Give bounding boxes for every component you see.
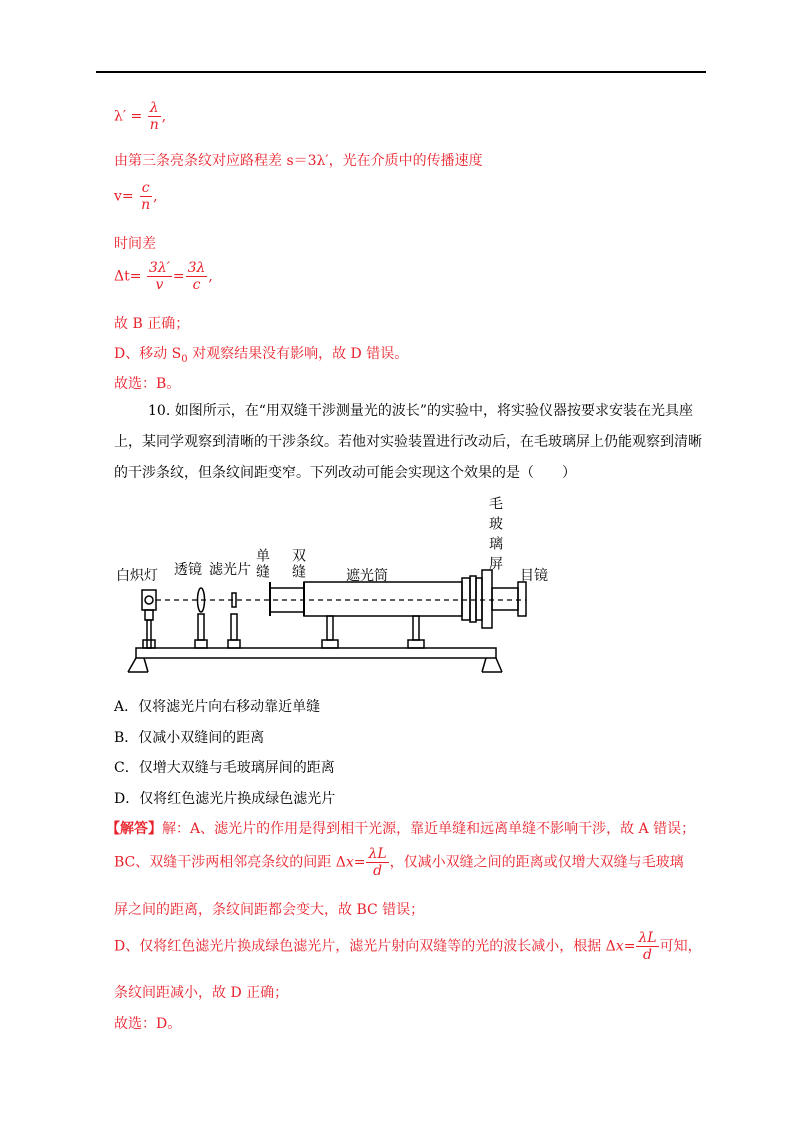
answer-d-line-2: 条纹间距减小，故 D 正确； — [114, 985, 289, 1001]
answer-tag: 【解答】 — [106, 821, 162, 837]
answer-a-line: 【解答】解：A、滤光片的作用是得到相干光源，靠近单缝和远离单缝不影响干涉，故 A 错误； — [106, 821, 696, 837]
option-c: C．仅增大双缝与毛玻璃屏间的距离 — [114, 760, 335, 776]
filter-label: 滤光片 — [209, 562, 251, 578]
answer-choice-line: 故选：D。 — [114, 1016, 182, 1032]
formula-lambda-prime: λ′ = $\frac{\lambda}{n}$ , — [114, 100, 167, 133]
answer-d-line-1: D、仅将红色滤光片换成绿色滤光片，滤光片射向双缝等的光的波长减小，根据 Δx= $\frac{\lambda L}{d}$ 可知， — [114, 930, 702, 963]
question-number: 10. — [148, 403, 171, 419]
question-text: 如图所示，在“用双缝干涉测量光的波长”的实验中，将实验仪器按要求安装在光具座上，某同学观察到清晰的干涉条纹。若他对实验装置进行改动后，在毛玻璃屏上仍能观察到清晰的干涉条纹，但条纹间距变窄。下列改动可能会实现这个效果的是（ ） — [114, 403, 702, 481]
formula-time-difference: Δt= $\frac{3\lambda'}{v}$ = $\frac{3\lambda}{c}$ , — [114, 260, 213, 293]
option-b: B．仅减小双缝间的距离 — [114, 730, 265, 746]
path-difference-line: 由第三条亮条纹对应路程差 s＝3λ′，光在介质中的传播速度 — [114, 153, 483, 169]
single-slit-label: 单缝 — [254, 548, 270, 580]
tube-label: 遮光筒 — [346, 568, 388, 584]
d-wrong-line: D、移动 $S_0$ 对观察结果没有影响，故 D 错误。 — [114, 346, 409, 365]
lamp-label: 白炽灯 — [116, 568, 158, 584]
option-d: D．仅将红色滤光片换成绿色滤光片 — [114, 791, 336, 807]
double-slit-apparatus-diagram — [114, 492, 548, 682]
option-a: A．仅将滤光片向右移动靠近单缝 — [114, 699, 321, 715]
b-correct-line: 故 B 正确； — [114, 316, 190, 332]
header-rule — [96, 71, 706, 73]
time-difference-label: 时间差 — [114, 236, 156, 252]
answer-bc-line-2: 屏之间的距离，条纹间距都会变大，故 BC 错误； — [114, 902, 425, 918]
screen-label: 毛玻璃屏 — [487, 496, 503, 576]
double-slit-label: 双缝 — [290, 548, 306, 580]
formula-speed: v= $\frac{c}{n}$ , — [114, 180, 158, 213]
question-10 — [114, 396, 704, 489]
answer-bc-line-1: BC、双缝干涉两相邻亮条纹的间距 Δx= $\frac{\lambda L}{d}$ ，仅减小双缝之间的距离或仅增大双缝与毛玻璃 — [114, 846, 684, 879]
choice-b-line: 故选：B。 — [114, 376, 181, 392]
lens-label: 透镜 — [174, 562, 202, 578]
eyepiece-label: 目镜 — [520, 568, 548, 584]
